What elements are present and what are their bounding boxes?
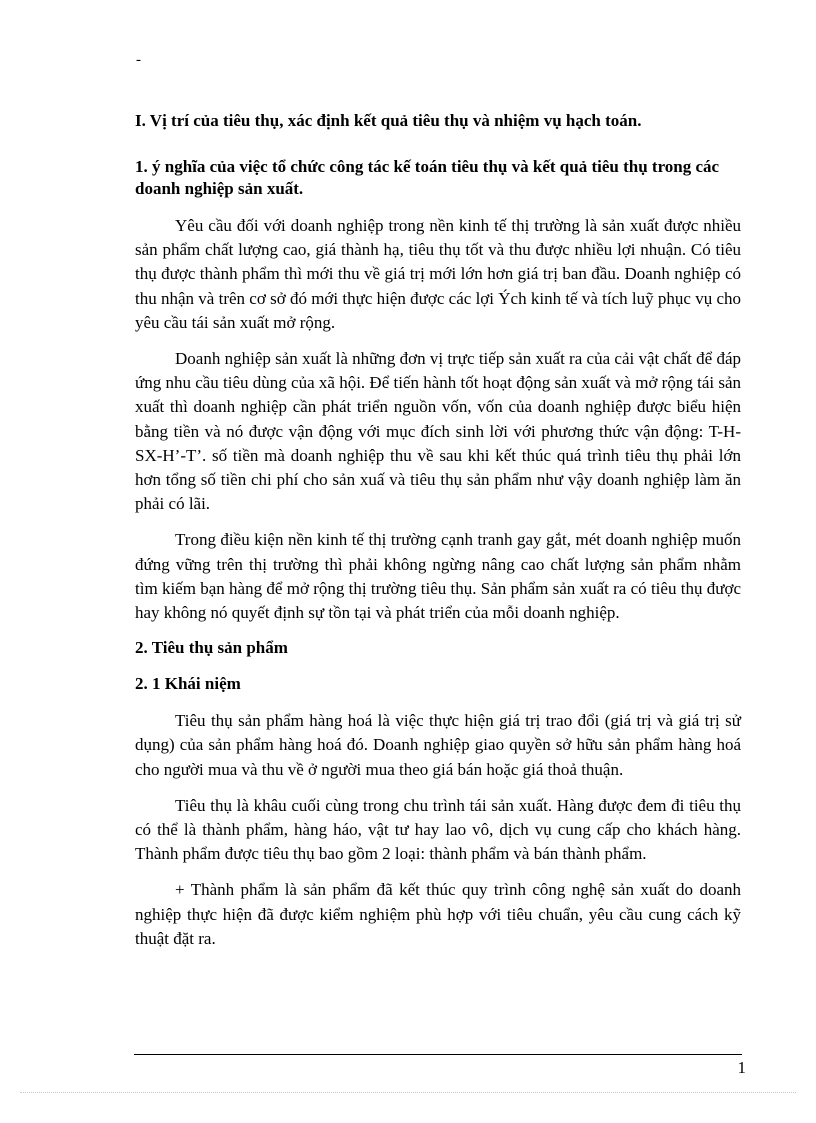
paragraph: Doanh nghiệp sản xuất là những đơn vị trực tiếp sản xuất ra của cải vật chất để đáp ứng nhu cầu tiêu dùng của xã hội. Để tiến hành tốt hoạt động sản xuất và mở rộng tái sản xuất thì doanh nghiệp cần phát triển nguồn vốn, vốn của doanh nghiệp được biểu hiện bằng tiền và nó được vận động với mục đích sinh lời với phương thức vận động: T-H-SX-H’-T’. số tiền mà doanh nghiệp thu về sau khi kết thúc quá trình tiêu thụ phải lớn hơn tổng số tiền chi phí cho sản xuấ và tiêu thụ sản phẩm như vậy doanh nghiệp làm ăn phải có lãi.: [135, 349, 741, 514]
header-mark: -: [136, 52, 141, 68]
paragraph: Yêu cầu đối với doanh nghiệp trong nền kinh tế thị trường là sản xuất được nhiều sản phẩm chất lượng cao, giá thành hạ, tiêu thụ tốt và thu được nhiều lợi nhuận. Có tiêu thụ được thành phẩm thì mới thu về giá trị mới lớn hơn giá trị ban đầu. Doanh nghiệp có thu nhận và trên cơ sở đó mới thực hiện được các lợi Ých kinh tế và tích luỹ phục vụ cho yêu cầu tái sản xuất mở rộng.: [135, 216, 741, 332]
heading-2-1: 2. 1 Khái niệm: [135, 674, 241, 694]
heading-2: 2. Tiêu thụ sản phẩm: [135, 638, 288, 658]
document-body: [135, 110, 741, 963]
paragraph: Tiêu thụ sản phẩm hàng hoá là việc thực hiện giá trị trao đổi (giá trị và giá trị sử dụng) của sản phẩm hàng hoá đó. Doanh nghiệp giao quyền sở hữu sản phẩm hàng hoá cho người mua và thu về ở người mua theo giá bán hoặc giá thoả thuận.: [135, 711, 741, 779]
paragraph: Trong điều kiện nền kinh tế thị trường cạnh tranh gay gắt, mét doanh nghiệp muốn đứng vững trên thị trường thì phải không ngừng nâng cao chất lượng sản phẩm nhằm tìm kiếm bạn hàng để mở rộng thị trường tiêu thụ. Sản phẩm sản xuất ra có tiêu thụ được hay không nó quyết định sự tồn tại và phát triển của mỗi doanh nghiệp.: [135, 530, 741, 623]
page-edge-dotted-line: [20, 1092, 796, 1093]
paragraph: + Thành phẩm là sản phẩm đã kết thúc quy trình công nghệ sản xuất do doanh nghiệp thực hiện đã được kiểm nghiệm phù hợp với tiêu chuẩn, yêu cầu cung cách kỹ thuật đặt ra.: [135, 880, 741, 948]
footer-rule: [134, 1054, 742, 1055]
paragraph: Tiêu thụ là khâu cuối cùng trong chu trình tái sản xuất. Hàng được đem đi tiêu thụ có thể là thành phẩm, hàng háo, vật tư hay lao vô, dịch vụ cung cấp cho khách hàng. Thành phẩm được tiêu thụ bao gồm 2 loại: thành phẩm và bán thành phẩm.: [135, 795, 741, 864]
heading-1: 1. ý nghĩa của việc tổ chức công tác kế toán tiêu thụ và kết quả tiêu thụ trong các doanh nghiệp sản xuất.: [135, 157, 720, 198]
section-title: I. Vị trí của tiêu thụ, xác định kết quả tiêu thụ và nhiệm vụ hạch toán.: [135, 111, 642, 130]
page-number: 1: [737, 1058, 746, 1077]
